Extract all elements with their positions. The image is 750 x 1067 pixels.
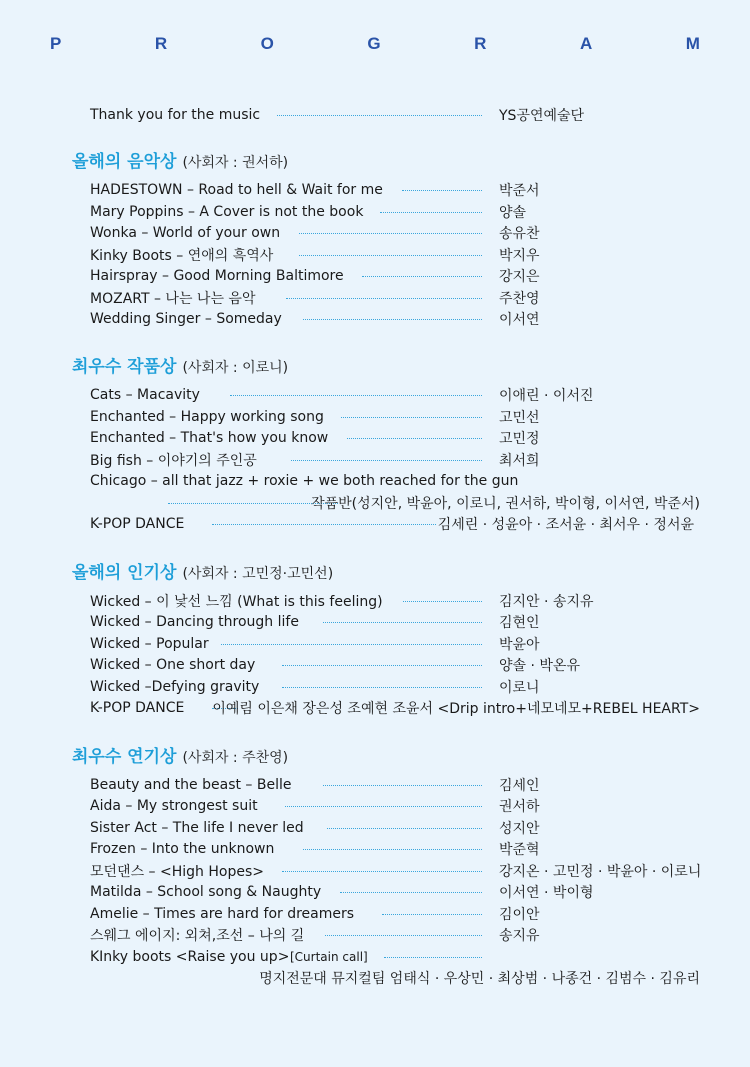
item-title: Frozen – Into the unknown [90,841,275,857]
dotted-leader [291,460,482,461]
dotted-leader [325,935,482,936]
item-title: Hairspray – Good Morning Baltimore [90,268,344,284]
item-title: Enchanted – Happy working song [90,409,324,425]
item-title: Aida – My strongest suit [90,798,258,814]
section-heading [72,742,288,766]
header-letter: O [260,34,274,53]
section-heading [72,147,288,171]
dotted-leader [402,190,482,191]
item-title: K-POP DANCE [90,700,185,716]
dotted-leader [340,892,482,893]
program-item [0,266,750,286]
section-host: (사회자 : 주찬영) [182,750,289,766]
item-performer: 송지유 [499,928,540,944]
item-title: Wicked – 이 낯선 느낌 (What is this feeling) [90,594,383,610]
section-host: (사회자 : 고민정·고민선) [182,566,334,582]
item-performer: 김세인 [499,778,540,794]
item-performer: 최서희 [499,453,540,469]
program-item [0,861,750,881]
dotted-leader [403,601,482,602]
header-letter: R [154,34,168,53]
item-title: Wonka – World of your own [90,225,281,241]
item-title: Sister Act – The life I never led [90,820,304,836]
item-performer: 명지전문대 뮤지컬팀 엄태식 · 우상민 · 최상범 · 나종건 · 김범수 · 김유리 [259,971,700,987]
program-item [0,428,750,448]
program-item [0,655,750,675]
dotted-leader [282,665,482,666]
program-item [0,796,750,816]
item-performer: 고민선 [499,410,540,426]
item-note: [Curtain call] [290,950,368,964]
item-performer: 박준서 [499,183,540,199]
dotted-leader [323,622,482,623]
performer-line [0,968,750,988]
program-item [0,698,750,718]
program-item [0,925,750,945]
program-item [0,904,750,924]
program-item [0,818,750,838]
item-performer: 고민정 [499,431,540,447]
item-performer: 성지안 [499,821,540,837]
dotted-leader [230,395,482,396]
item-performer: 송유찬 [499,226,540,242]
program-item [0,385,750,405]
program-item [0,288,750,308]
item-title: Mary Poppins – A Cover is not the book [90,204,364,220]
item-title: MOZART – 나는 나는 음악 [90,291,256,307]
program-item [0,180,750,200]
item-performer: 권서하 [499,799,540,815]
item-performer: 양솔 · 박온유 [499,658,580,674]
section-title: 최우수 작품상 [72,357,177,377]
program-item [0,407,750,427]
program-item [0,223,750,243]
item-performer: 양솔 [499,205,527,221]
dotted-leader [380,212,482,213]
program-item [0,202,750,222]
item-performer: 주찬영 [499,291,540,307]
dotted-leader [323,785,482,786]
program-item [0,245,750,265]
item-title: Thank you for the music [90,107,261,123]
program-item [0,882,750,902]
header-letter: R [474,34,487,53]
item-performer: 이로니 [499,680,540,696]
dotted-leader [277,115,482,116]
item-performer: 박준혁 [499,842,540,858]
dotted-leader [282,687,482,688]
program-item [0,612,750,632]
item-performer: 강지은 [499,269,540,285]
item-title: 스웨그 에이지: 외쳐,조선 – 나의 길 [90,928,305,944]
item-title: 모던댄스 – <High Hopes> [90,864,264,880]
section-host: (사회자 : 이로니) [182,360,289,376]
dotted-leader [303,849,482,850]
item-title: Enchanted – That's how you know [90,430,329,446]
dotted-leader [362,276,482,277]
section-heading [72,352,288,376]
dotted-leader [382,914,482,915]
section-heading [72,558,333,582]
item-performer: 김현인 [499,615,540,631]
item-title: Wicked –Defying gravity [90,679,260,695]
program-item [0,514,750,534]
dotted-leader [327,828,482,829]
dotted-leader [286,298,482,299]
item-performer: 이예림 이은채 장은성 조예현 조윤서 <Drip intro+네모네모+REBEL HEART> [212,701,700,717]
header-letter: G [367,34,381,53]
item-performer: 박지우 [499,248,540,264]
item-performer: 이서연 · 박이형 [499,885,594,901]
item-title: Chicago – all that jazz + roxie + we both reached for the gun [90,473,519,489]
item-performer: 박윤아 [499,637,540,653]
item-title: Beauty and the beast – Belle [90,777,292,793]
item-title: Amelie – Times are hard for dreamers [90,906,355,922]
item-title: Wedding Singer – Someday [90,311,282,327]
item-title: KInky boots <Raise you up> [90,949,290,965]
program-item [0,775,750,795]
dotted-leader [221,644,482,645]
program-item [0,591,750,611]
item-title: Wicked – Popular [90,636,209,652]
program-header [50,33,700,55]
section-title: 최우수 연기상 [72,747,177,767]
item-title: Big fish – 이야기의 주인공 [90,453,257,469]
program-item [0,450,750,470]
program-item [0,839,750,859]
header-letter: M [685,34,700,53]
item-performer: 이애린 · 이서진 [499,388,594,404]
item-title: HADESTOWN – Road to hell & Wait for me [90,182,383,198]
section-title: 올해의 인기상 [72,563,177,583]
dotted-leader [285,806,482,807]
item-title: Wicked – Dancing through life [90,614,299,630]
section-title: 올해의 음악상 [72,152,177,172]
item-performer: 김이안 [499,907,540,923]
header-letter: P [50,34,62,53]
dotted-leader [341,417,482,418]
section-host: (사회자 : 권서하) [182,155,289,171]
item-title: Wicked – One short day [90,657,256,673]
item-performer: 강지온 · 고민정 · 박윤아 · 이로니 [499,864,702,880]
program-item [0,309,750,329]
dotted-leader [282,871,482,872]
item-title: Cats – Macavity [90,387,200,403]
program-item [0,634,750,654]
item-title: K-POP DANCE [90,516,185,532]
program-item [0,471,750,491]
dotted-leader [384,957,482,958]
item-performer: 김세린 · 성윤아 · 조서윤 · 최서우 · 정서윤 [437,517,694,533]
item-leader [0,105,750,125]
dotted-leader [347,438,482,439]
dotted-leader [212,524,436,525]
dotted-leader [303,319,482,320]
dotted-leader [299,255,482,256]
item-performer: 작품반(성지안, 박윤아, 이로니, 권서하, 박이형, 이서연, 박준서) [311,496,700,512]
item-performer: YS공연예술단 [499,108,585,124]
program-item [0,947,750,967]
dotted-leader [299,233,482,234]
item-performer: 이서연 [499,312,540,328]
header-letter: A [579,34,593,53]
item-title: Matilda – School song & Naughty [90,884,322,900]
program-item [0,677,750,697]
performer-line [0,493,750,513]
item-performer: 김지안 · 송지유 [499,594,594,610]
item-title: Kinky Boots – 연애의 흑역사 [90,248,274,264]
